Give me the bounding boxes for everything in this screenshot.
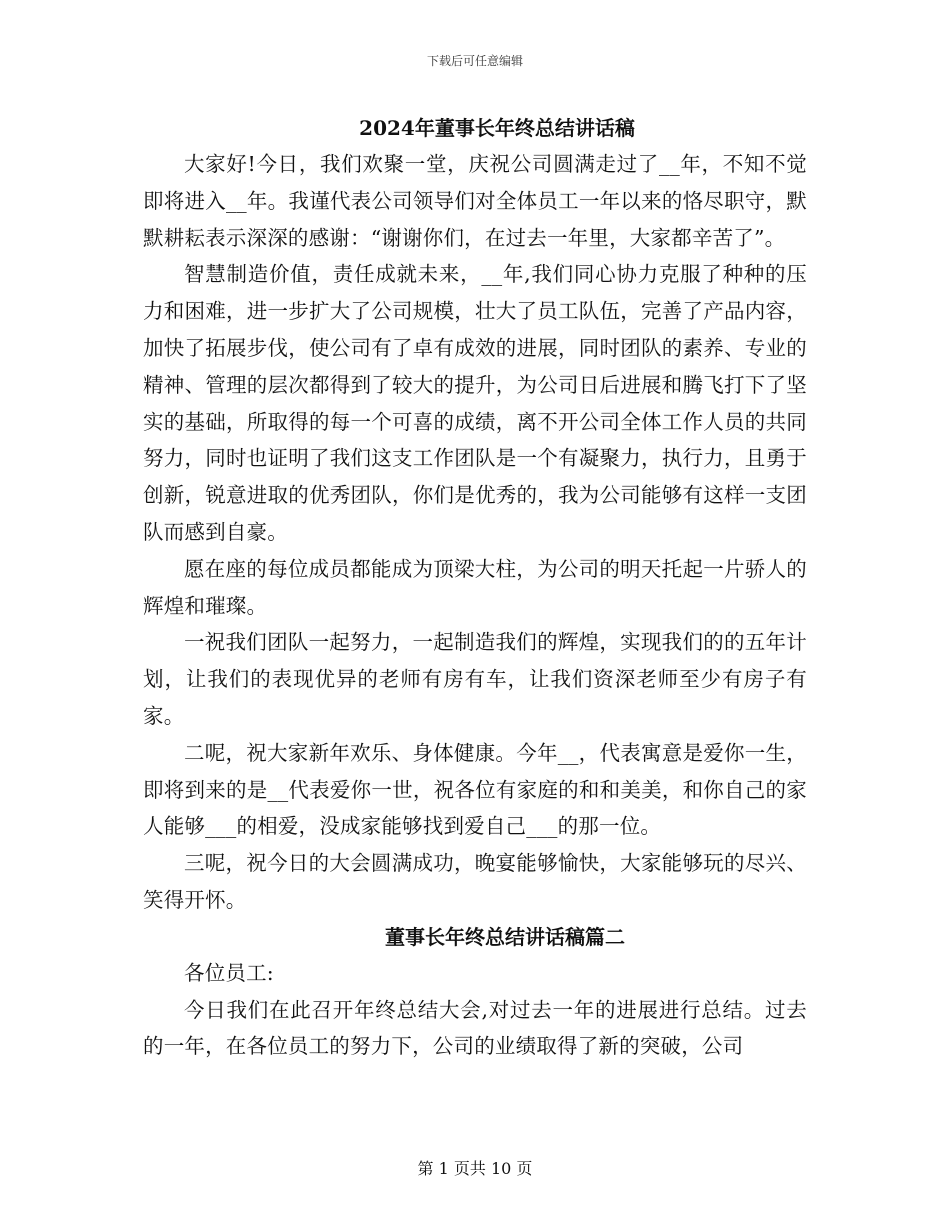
section-title: 董事长年终总结讲话稿篇二	[385, 924, 625, 949]
page-footer: 第 1 页共 10 页	[417, 1159, 533, 1178]
paragraph: 二呢，祝大家新年欢乐、身体健康。今年__，代表寓意是爱你一生，即将到来的是__代表爱你一世，祝各位有家庭的和和美美，和你自己的家人能够___的相爱，没成家能够找到爱自己___的那一位。	[143, 740, 807, 839]
paragraph: 愿在座的每位成员都能成为顶梁大柱，为公司的明天托起一片骄人的辉煌和璀璨。	[143, 556, 807, 618]
paragraph: 三呢，祝今日的大会圆满成功，晚宴能够愉快，大家能够玩的尽兴、笑得开怀。	[143, 851, 807, 912]
paragraph: 一祝我们团队一起努力，一起制造我们的辉煌，实现我们的的五年计划，让我们的表现优异的老师有房有车，让我们资深老师至少有房子有家。	[143, 630, 807, 728]
paragraph: 各位员工:	[184, 960, 274, 985]
header-note: 下载后可任意编辑	[426, 54, 523, 68]
paragraph: 智慧制造价值，责任成就未来，__年,我们同心协力克服了种种的压力和困难，进一步扩大了公司规模，壮大了员工队伍，完善了产品内容，加快了拓展步伐，使公司有了卓有成效的进展，同时团队的素养、专业的精神、管理的层次都得到了较大的提升，为公司日后进展和腾飞打下了坚实的基础，所取得的每一个可喜的成绩，离不开公司全体工作人员的共同努力，同时也证明了我们这支工作团队是一个有凝聚力，执行力，且勇于创新，锐意进取的优秀团队，你们是优秀的，我为公司能够有这样一支团队而感到自豪。	[143, 262, 807, 544]
paragraph: 今日我们在此召开年终总结大会,对过去一年的进展进行总结。过去的一年，在各位员工的努力下，公司的业绩取得了新的突破，公司	[143, 997, 807, 1059]
document-title: 2024年董事长年终总结讲话稿	[359, 116, 635, 140]
document-body	[143, 110, 807, 1065]
paragraph: 大家好!今日，我们欢聚一堂，庆祝公司圆满走过了__年，不知不觉即将进入__年。我谨代表公司领导们对全体员工一年以来的恪尽职守，默默耕耘表示深深的感谢：“谢谢你们，在过去一年里，大家都辛苦了”。	[143, 152, 807, 250]
